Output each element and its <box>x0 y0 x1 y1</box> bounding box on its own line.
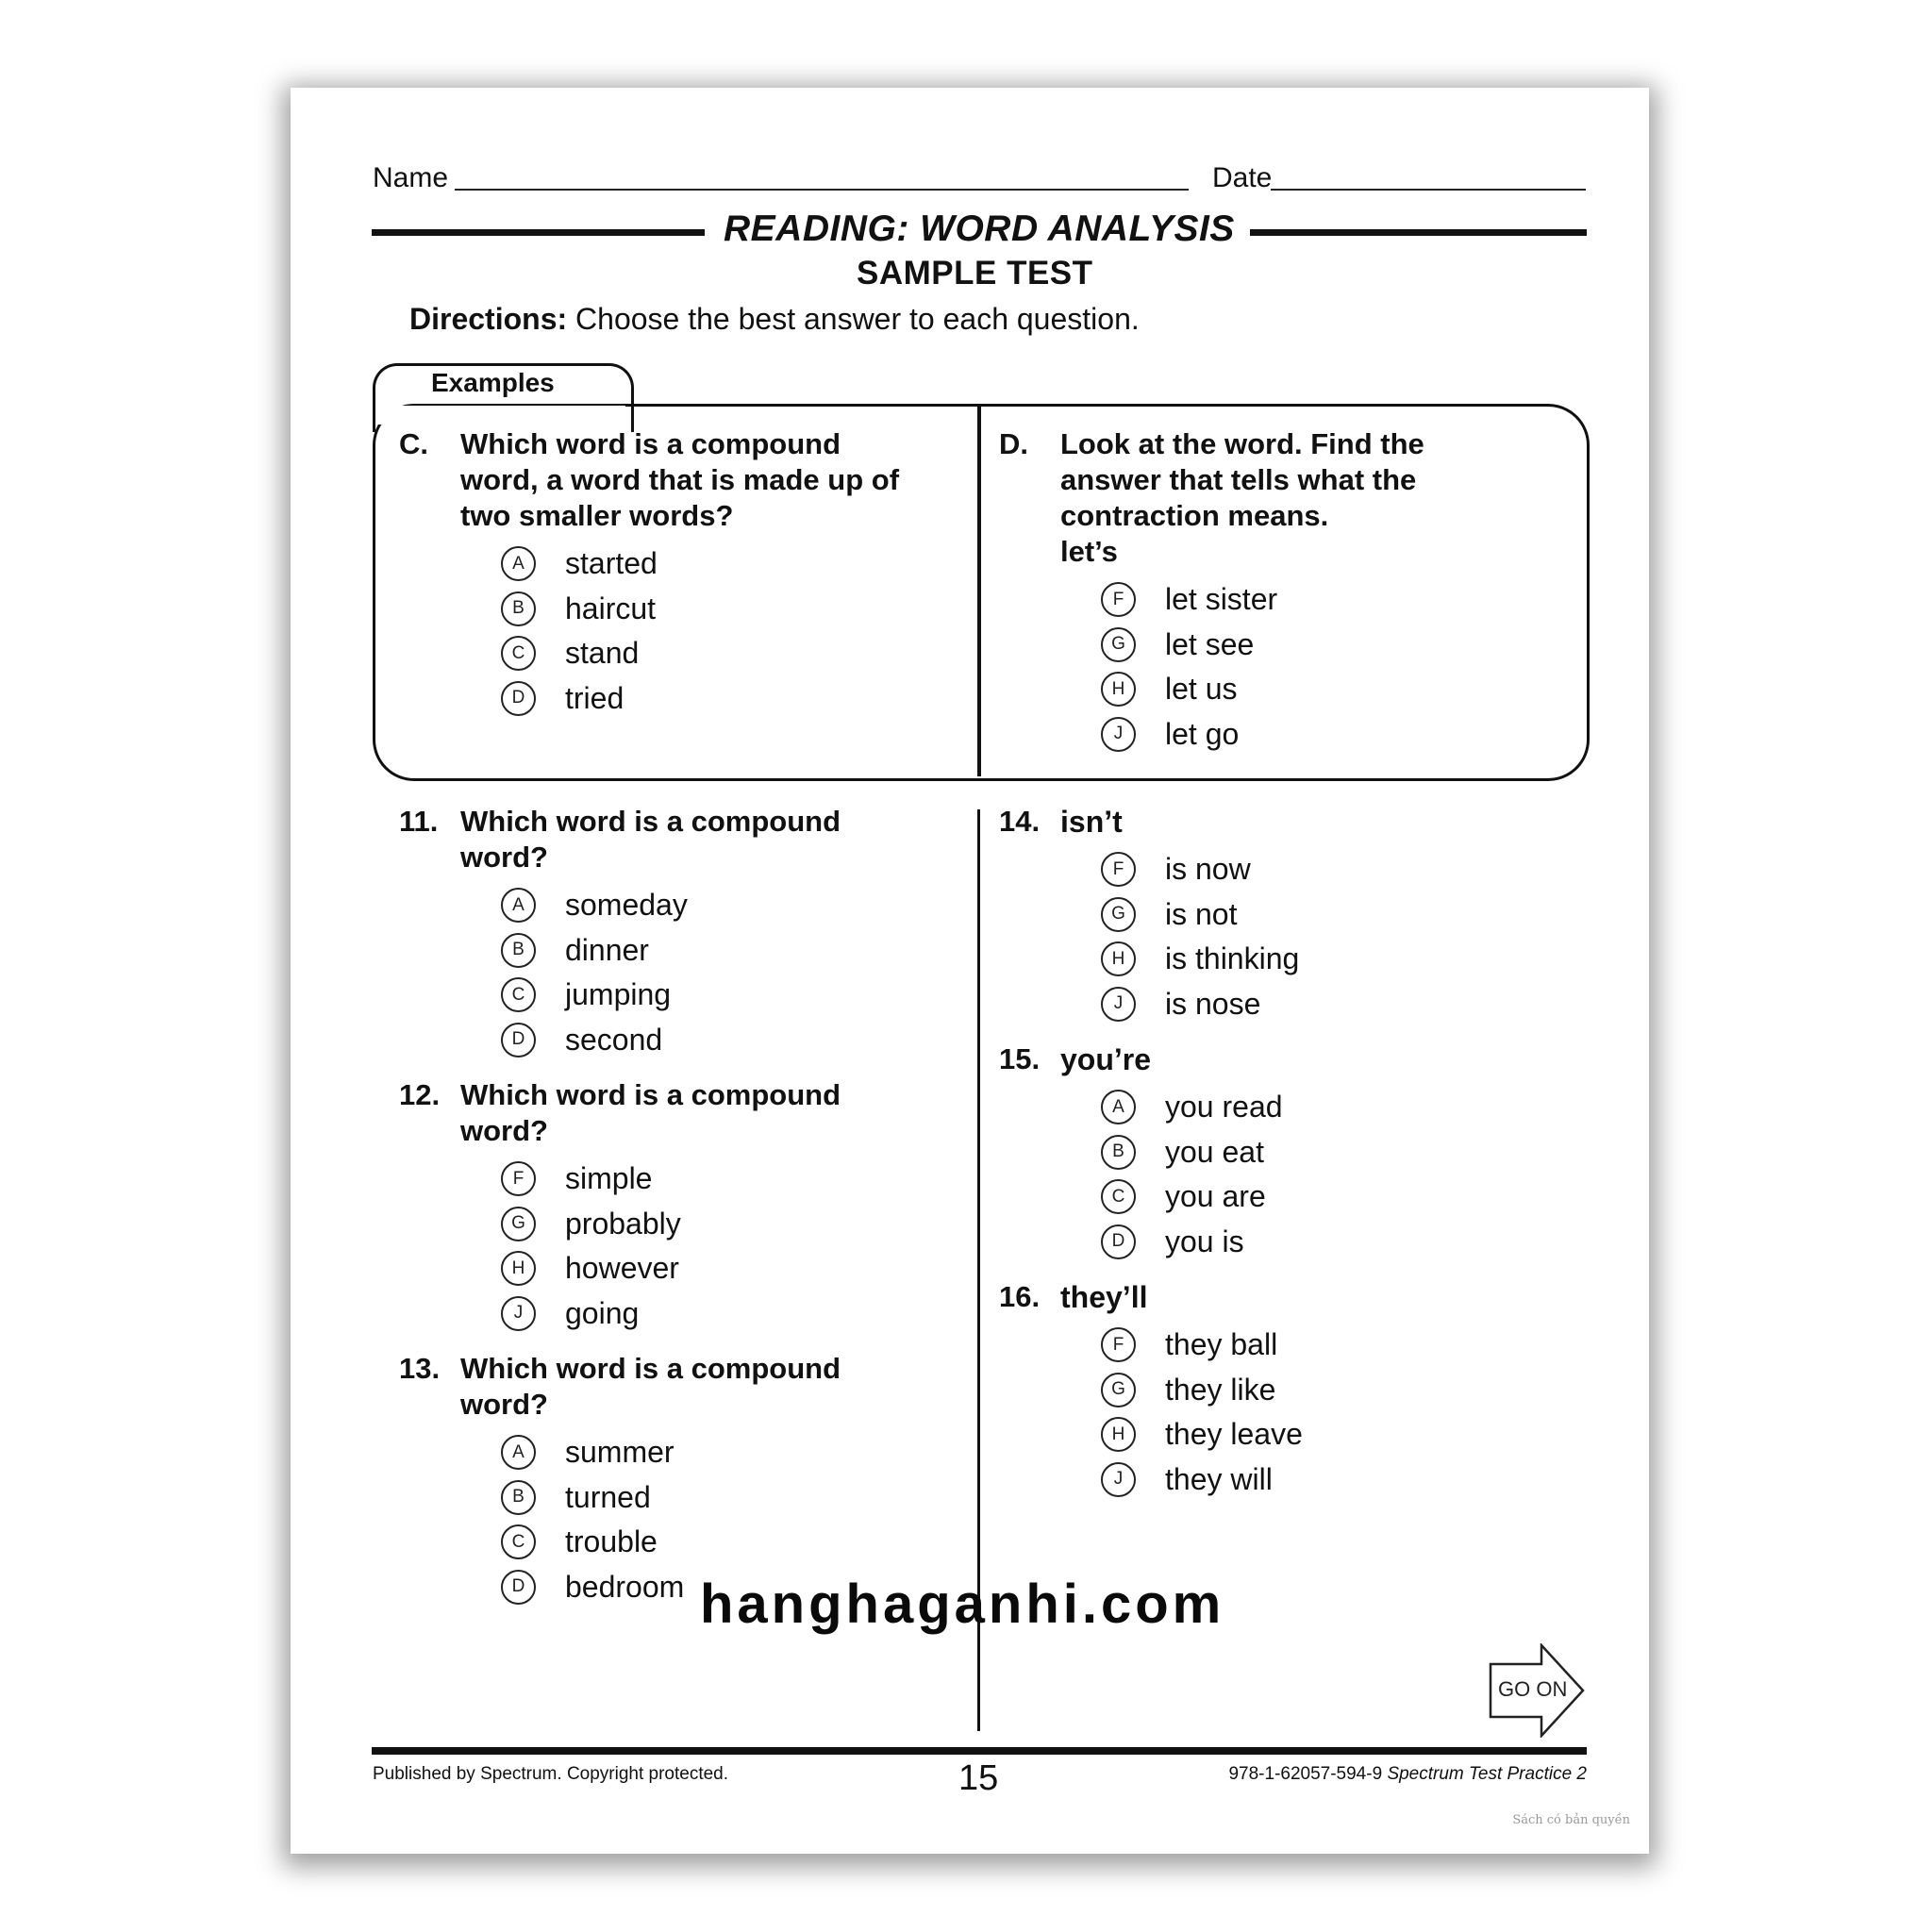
answer-option[interactable] <box>501 928 688 974</box>
option-text: simple <box>565 1161 653 1196</box>
option-text: you is <box>1165 1224 1244 1258</box>
answer-bubble[interactable]: J <box>501 1296 536 1331</box>
examples-tab-label: Examples <box>431 368 555 397</box>
answer-bubble[interactable]: D <box>501 1570 536 1605</box>
question-text: isn’t <box>1060 805 1123 839</box>
answer-option[interactable] <box>501 587 658 632</box>
answer-bubble[interactable]: C <box>501 977 536 1012</box>
copyright-corner-note: Sách có bản quyền <box>1512 1813 1630 1827</box>
question-number: 12. <box>399 1078 441 1111</box>
answer-bubble[interactable]: G <box>1101 1373 1136 1407</box>
answer-bubble[interactable]: H <box>1101 941 1136 976</box>
question-12 <box>399 1077 841 1149</box>
answer-bubble[interactable]: G <box>1101 897 1136 932</box>
question-number: D. <box>999 427 1028 460</box>
question-13-options <box>501 1430 684 1609</box>
question-11-options <box>501 883 688 1062</box>
question-text: Which word is a compound word? <box>460 805 841 874</box>
option-text: stand <box>565 636 640 671</box>
answer-option[interactable] <box>1101 982 1299 1027</box>
answer-option[interactable] <box>1101 892 1299 938</box>
option-text: they will <box>1165 1461 1273 1496</box>
watermark-text: hanghaganhi.com <box>700 1574 1225 1635</box>
option-text: probably <box>565 1206 681 1241</box>
option-text: is thinking <box>1165 941 1300 976</box>
answer-option[interactable] <box>1101 1368 1303 1413</box>
option-text: dinner <box>565 932 649 967</box>
question-text: Which word is a compound word? <box>460 1078 841 1147</box>
option-text: summer <box>565 1435 675 1470</box>
question-number: 14. <box>999 805 1041 838</box>
answer-bubble[interactable]: J <box>1101 1462 1136 1497</box>
book-title: Spectrum Test Practice 2 <box>1387 1764 1587 1784</box>
answer-option[interactable] <box>1101 1220 1283 1265</box>
option-text: you read <box>1165 1090 1283 1124</box>
option-text: second <box>565 1022 663 1057</box>
sample-test-title: SAMPLE TEST <box>857 255 1093 291</box>
date-label: Date <box>1212 162 1273 193</box>
option-text: they like <box>1165 1372 1276 1407</box>
option-text: haircut <box>565 591 657 625</box>
answer-option[interactable] <box>501 541 658 587</box>
answer-option[interactable] <box>501 1475 684 1521</box>
example-d <box>999 426 1424 570</box>
option-text: you are <box>1165 1179 1266 1214</box>
option-text: turned <box>565 1479 651 1514</box>
answer-option[interactable] <box>1101 1457 1303 1503</box>
question-16-options <box>1101 1323 1303 1502</box>
example-d-options <box>1101 577 1277 757</box>
question-15-options <box>1101 1085 1283 1264</box>
option-text: they ball <box>1165 1327 1278 1362</box>
option-text: you eat <box>1165 1134 1264 1169</box>
answer-option[interactable] <box>1101 1174 1283 1220</box>
answer-bubble[interactable]: B <box>501 591 536 626</box>
answer-bubble[interactable]: B <box>1101 1135 1136 1170</box>
title-rule-right <box>1250 229 1587 236</box>
example-c <box>399 426 899 534</box>
question-16 <box>999 1279 1147 1315</box>
option-text: trouble <box>565 1524 658 1559</box>
answer-bubble[interactable]: B <box>501 933 536 968</box>
answer-option[interactable] <box>501 676 658 722</box>
question-12-options <box>501 1157 681 1336</box>
question-11 <box>399 804 841 875</box>
answer-bubble[interactable]: H <box>501 1251 536 1286</box>
answer-bubble[interactable]: G <box>1101 627 1136 662</box>
answer-bubble[interactable]: F <box>1101 1327 1136 1362</box>
option-text: tried <box>565 680 625 715</box>
answer-bubble[interactable]: C <box>501 1524 536 1559</box>
answer-bubble[interactable]: D <box>501 681 536 716</box>
answer-option[interactable] <box>1101 847 1299 892</box>
question-text: Look at the word. Find the answer that tells what the contraction means. let’s <box>1060 427 1424 568</box>
book-reference <box>1228 1764 1587 1785</box>
question-number: 11. <box>399 805 439 838</box>
answer-option[interactable] <box>501 1565 684 1610</box>
answer-option[interactable] <box>1101 1130 1283 1175</box>
option-text: is now <box>1165 852 1251 887</box>
answer-option[interactable] <box>501 1018 688 1063</box>
answer-bubble[interactable]: A <box>1101 1090 1136 1124</box>
directions-label: Directions: <box>409 302 568 336</box>
answer-option[interactable] <box>501 1291 681 1337</box>
publisher-note: Published by Spectrum. Copyright protected. <box>373 1764 729 1784</box>
question-13 <box>399 1351 841 1423</box>
option-text: is not <box>1165 896 1238 931</box>
answer-bubble[interactable]: A <box>501 1435 536 1470</box>
answer-bubble[interactable]: H <box>1101 1417 1136 1452</box>
answer-option[interactable] <box>1101 623 1277 668</box>
examples-divider <box>977 406 981 776</box>
directions <box>409 302 1140 337</box>
question-text: you’re <box>1060 1042 1152 1076</box>
answer-option[interactable] <box>501 973 688 1018</box>
question-14 <box>999 804 1123 840</box>
answer-bubble[interactable]: C <box>501 636 536 671</box>
directions-text: Choose the best answer to each question. <box>575 302 1140 336</box>
question-number: 16. <box>999 1280 1041 1313</box>
date-line[interactable] <box>1271 189 1586 191</box>
answer-option[interactable] <box>501 1430 684 1475</box>
name-label: Name <box>373 162 449 193</box>
question-number: 13. <box>399 1352 441 1385</box>
answer-bubble[interactable]: J <box>1101 717 1136 752</box>
answer-option[interactable] <box>501 1246 681 1291</box>
option-text: let go <box>1165 716 1240 751</box>
answer-bubble[interactable]: A <box>501 888 536 923</box>
option-text: however <box>565 1251 679 1286</box>
name-line[interactable] <box>455 189 1189 191</box>
answer-bubble[interactable]: F <box>501 1161 536 1196</box>
footer-rule <box>372 1747 1587 1755</box>
answer-bubble[interactable]: C <box>1101 1179 1136 1214</box>
question-number: 15. <box>999 1042 1041 1075</box>
answer-option[interactable] <box>501 1520 684 1565</box>
answer-bubble[interactable]: B <box>501 1480 536 1515</box>
question-text: Which word is a compound word? <box>460 1352 841 1421</box>
example-c-options <box>501 541 658 721</box>
question-text: Which word is a compound word, a word that is made up of two smaller words? <box>460 427 900 532</box>
section-title: READING: WORD ANALYSIS <box>724 208 1235 249</box>
answer-bubble[interactable]: D <box>1101 1224 1136 1259</box>
answer-bubble[interactable]: J <box>1101 987 1136 1022</box>
answer-bubble[interactable]: A <box>501 546 536 581</box>
answer-option[interactable] <box>1101 1085 1283 1130</box>
answer-bubble[interactable]: D <box>501 1023 536 1058</box>
option-text: let sister <box>1165 582 1278 617</box>
option-text: someday <box>565 888 688 923</box>
go-on-label: GO ON <box>1498 1677 1568 1701</box>
question-14-options <box>1101 847 1299 1026</box>
answer-bubble[interactable]: F <box>1101 582 1136 617</box>
option-text: let see <box>1165 626 1255 661</box>
option-text: jumping <box>565 977 672 1012</box>
answer-option[interactable] <box>1101 1412 1303 1457</box>
answer-option[interactable] <box>1101 937 1299 982</box>
page-number: 15 <box>958 1758 999 1798</box>
option-text: started <box>565 546 658 581</box>
question-15 <box>999 1041 1151 1077</box>
answer-option[interactable] <box>1101 667 1277 712</box>
option-text: they leave <box>1165 1417 1303 1452</box>
answer-bubble[interactable]: H <box>1101 672 1136 707</box>
answer-option[interactable] <box>501 1202 681 1247</box>
answer-bubble[interactable]: F <box>1101 852 1136 887</box>
option-text: is nose <box>1165 986 1261 1021</box>
answer-option[interactable] <box>501 631 658 676</box>
title-rule-left <box>372 229 705 236</box>
answer-option[interactable] <box>1101 1323 1303 1368</box>
option-text: let us <box>1165 672 1238 707</box>
isbn: 978-1-62057-594-9 <box>1228 1764 1383 1784</box>
answer-bubble[interactable]: G <box>501 1207 536 1241</box>
question-text: they’ll <box>1060 1280 1148 1314</box>
option-text: bedroom <box>565 1569 685 1604</box>
answer-option[interactable] <box>501 883 688 928</box>
option-text: going <box>565 1295 640 1330</box>
question-number: C. <box>399 427 428 460</box>
answer-option[interactable] <box>1101 577 1277 623</box>
answer-option[interactable] <box>501 1157 681 1202</box>
answer-option[interactable] <box>1101 712 1277 758</box>
